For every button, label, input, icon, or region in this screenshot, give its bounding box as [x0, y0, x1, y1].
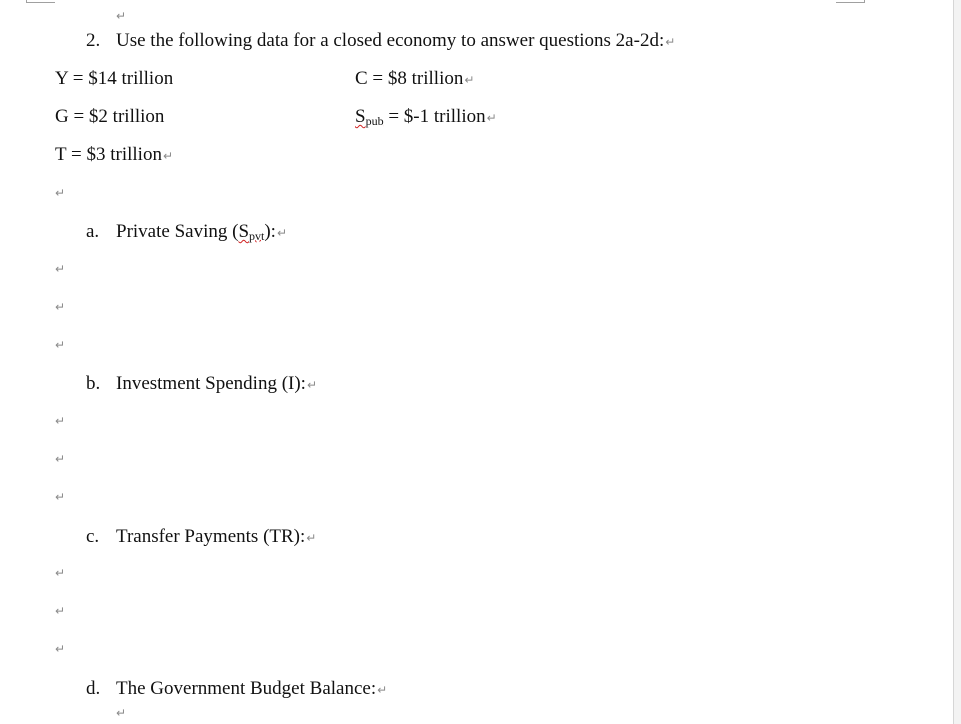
data-c-text: C = $8 trillion [355, 68, 464, 89]
question-number: 2. [86, 30, 101, 51]
paragraph-mark: ↵ [55, 262, 66, 276]
data-spub [355, 106, 497, 132]
data-t-text: T = $3 trillion [55, 144, 162, 165]
paragraph-mark: ↵ [55, 414, 66, 428]
paragraph-mark: ↵ [306, 531, 317, 545]
spub-value: = $-1 trillion [383, 106, 486, 127]
paragraph-mark: ↵ [55, 452, 66, 466]
paragraph-mark: ↵ [116, 9, 127, 23]
paragraph-mark: ↵ [162, 149, 174, 163]
margin-corner-left [26, 0, 55, 3]
paragraph-mark: ↵ [55, 566, 66, 580]
data-c [355, 68, 474, 91]
paragraph-mark: ↵ [55, 642, 66, 656]
paragraph-mark: ↵ [55, 338, 66, 352]
part-c-text: Transfer Payments (TR): [116, 526, 306, 547]
data-g: G = $2 trillion [55, 106, 165, 127]
paragraph-mark: ↵ [665, 35, 676, 49]
question-2 [86, 30, 675, 53]
part-c-letter: c. [86, 526, 100, 547]
data-t [55, 144, 173, 167]
paragraph-mark: ↵ [55, 490, 66, 504]
part-b-letter: b. [86, 373, 101, 394]
paragraph-mark: ↵ [377, 683, 388, 697]
margin-corner-right [836, 0, 865, 3]
part-d [86, 678, 387, 701]
part-a: a. Private Saving (Spvt):↵ [86, 221, 288, 243]
paragraph-mark: ↵ [116, 706, 127, 720]
spub-symbol: Spub [355, 106, 384, 128]
spvt-symbol: Spvt [238, 221, 265, 243]
question-text: Use the following data for a closed economy to answer questions 2a-2d: [116, 30, 665, 51]
part-d-letter: d. [86, 678, 101, 699]
part-a-text: Private Saving ( [116, 221, 239, 242]
part-d-text: The Government Budget Balance: [116, 678, 377, 699]
part-a-letter: a. [86, 221, 100, 242]
paragraph-mark: ↵ [276, 226, 288, 240]
paragraph-mark: ↵ [464, 73, 475, 87]
data-y: Y = $14 trillion [55, 68, 174, 89]
part-b-text: Investment Spending (I): [116, 373, 306, 394]
part-b [86, 373, 317, 396]
paragraph-mark: ↵ [55, 186, 66, 200]
paragraph-mark: ↵ [55, 300, 66, 314]
paragraph-mark: ↵ [486, 111, 497, 125]
part-c [86, 526, 316, 549]
paragraph-mark: ↵ [306, 378, 318, 392]
paragraph-mark: ↵ [55, 604, 66, 618]
